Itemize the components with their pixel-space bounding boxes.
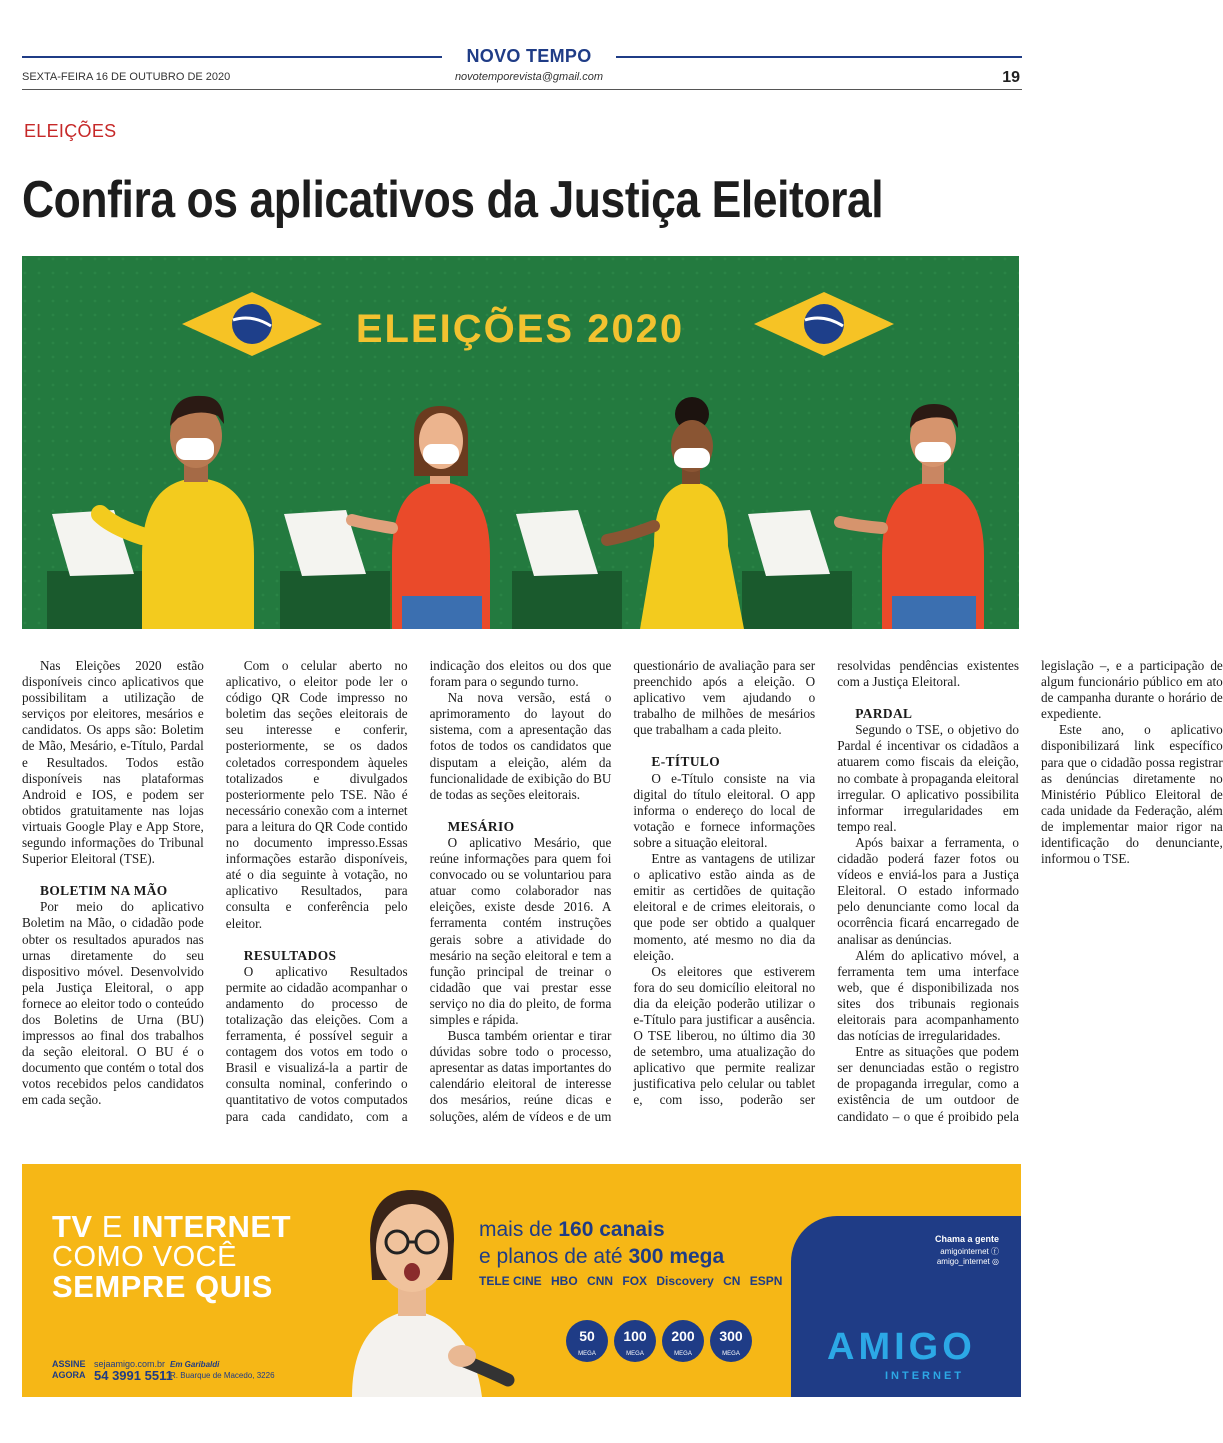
paragraph: Entre as vantagens de utilizar o aplicativo estão ainda as de emitir as certidões de quitação eleitoral e de crimes eleitorais, o que pode ser obtido a qualquer momento, até mesmo no dia da eleição. — [633, 851, 816, 963]
article-body — [22, 658, 1223, 1140]
paragraph: Busca também orientar e tirar dúvidas sobre todo o processo, apresentar as datas importantes do calendário eleitoral de interesse dos mesários, reúne dicas e soluções, além de vídeos e de um questionário de avaliação para ser preenchido após a eleição. O aplicativo vem ajudando o trabalho de milhões de mesários que trabalham a cada pleito. — [429, 658, 816, 1124]
paragraph: O e-Título consiste na via digital do título eleitoral. O app informa o endereço do local de votação e fornece informações sobre a situação eleitoral. — [633, 770, 816, 850]
ad-channel-logos — [479, 1274, 788, 1288]
paragraph: Por meio do aplicativo Boletim na Mão, o cidadão pode obter os resultados apurados nas urnas diretamente do seu dispositivo móvel. Desenvolvido pela Justiça Eleitoral, o app fornece ao eleitor todo o conteúdo dos Boletins de Urna (BU) impressos ao final dos trabalhos da seção eleitoral. O BU é o documento que contém o total dos votos recebidos pelos candidatos em cada seção. — [22, 899, 204, 1108]
subhead-pardal: PARDAL — [855, 706, 913, 722]
ad-brand-logo: AMIGO — [827, 1326, 976, 1368]
paragraph: Na nova versão, está o aprimoramento do layout do sistema, com a apresentação das fotos de todos os candidatos que disputam a eleição, além da funcionalidade de exibição do BU de todas as seções eleitorais. — [429, 690, 612, 802]
issue-date: SEXTA-FEIRA 16 DE OUTUBRO DE 2020 — [22, 71, 231, 83]
ad-phone: 54 3991 5511 — [94, 1368, 173, 1383]
ad-speed-badges — [566, 1320, 752, 1362]
speed-badge: 50 MEGA — [566, 1320, 608, 1362]
channel-logo: CNN — [587, 1274, 614, 1288]
header-rule — [22, 89, 1022, 90]
election-illustration — [22, 256, 1019, 629]
subhead-boletim: BOLETIM NA MÃO — [40, 883, 168, 899]
channel-logo: ESPN — [749, 1274, 783, 1288]
speed-badge: 200 MEGA — [662, 1320, 704, 1362]
ad-brand-sub: INTERNET — [885, 1370, 964, 1382]
advertisement[interactable] — [22, 1164, 1021, 1397]
channel-logo: FOX — [622, 1274, 648, 1288]
banner-title: ELEIÇÕES 2020 — [355, 307, 685, 351]
paragraph: Este ano, o aplicativo disponibilizará link específico para que o cidadão possa registrar as denúncias diretamente no Ministério Público Eleitoral de cada unidade da Federação, além de implementar maior rigor na identificação do denunciante, informou o TSE. — [1040, 722, 1223, 867]
ad-address: Em Garibaldi R. Buarque de Macedo, 3226 — [170, 1360, 275, 1380]
paragraph: Os eleitores que estiverem fora do seu domicílio eleitoral no dia da eleição poderão utilizar o e-Título para justificar a ausência. O TSE liberou, no último dia 30 de setembro, uma atualização do aplicativo que permite realizar justificativa pelo celular ou tablet e, com isso, poderão ser resolvidas pendências existentes com a Justiça Eleitoral. — [633, 658, 1019, 1108]
speed-badge: 100 MEGA — [614, 1320, 656, 1362]
subhead-mesario: MESÁRIO — [447, 818, 515, 834]
paragraph: Após baixar a ferramenta, o cidadão poderá fazer fotos ou vídeos e enviá-los para a Justiça Eleitoral. O estado informado pelo denunciante como local da ocorrência ficará encarregado de analisar as denúncias. — [837, 834, 1019, 947]
paragraph: O aplicativo Resultados permite ao cidadão acompanhar o andamento do processo de totalização das eleições. Com a ferramenta, é possível seguir a contagem dos votos em todo o Brasil e visualizá-la a partir de consulta nominal, conferindo o quantitativo de votos computados para cada candidato, com a indicação dos eleitos ou dos que foram para o segundo turno. — [225, 658, 612, 1124]
intro-paragraph: Nas Eleições 2020 estão disponíveis cinco aplicativos que possibilitam a utilização de serviços por eleitores, mesários e candidatos. Os apps são: Boletim de Mão, Mesário, e-Título, Pardal e Resultados. Todos estão disponíveis nas plataformas Android e IOS, e podem ser obtidos gratuitamente nas lojas virtuais Google Play e App Store, segundo informações do Tribunal Superior Eleitoral (TSE). — [22, 658, 204, 867]
speed-badge: 300 MEGA — [710, 1320, 752, 1362]
ad-brand-panel — [791, 1216, 1021, 1397]
ad-social: Chama a gente amigointernet ⓕ amigo_internet ◎ — [934, 1234, 999, 1266]
channel-logo: CN — [723, 1274, 741, 1288]
contact-email: novotemporevista@gmail.com — [454, 71, 604, 83]
channel-logo: TELE CINE — [479, 1274, 542, 1288]
headline: Confira os aplicativos da Justiça Eleitoral — [22, 171, 884, 229]
page-number: 19 — [1002, 69, 1020, 86]
ad-website: sejaamigo.com.br — [94, 1359, 166, 1369]
ad-offer: mais de 160 canais e planos de até 300 mega — [479, 1218, 725, 1268]
channel-logo: HBO — [551, 1274, 578, 1288]
paragraph: Segundo o TSE, o objetivo do Pardal é incentivar os cidadãos a atuarem como fiscais da eleição, no combate à propaganda eleitoral irregular. O aplicativo possibilita informar irregularidades em tempo real. — [837, 722, 1019, 834]
subhead-resultados: RESULTADOS — [243, 947, 337, 963]
ad-contact[interactable] — [94, 1358, 173, 1382]
paragraph: O aplicativo Mesário, que reúne informações para quem foi convocado ou se voluntariou para atuar como colaborador nas eleições, existe desde 2016. A ferramenta contém instruções gerais sobre a atividade do mesário na seção eleitoral e tem a função principal de treinar o cidadão que vai prestar esse serviço no dia do pleito, de forma simples e rápida. — [429, 834, 612, 1027]
facebook-icon: ⓕ — [991, 1247, 999, 1256]
paragraph: Entre as situações que podem ser denunciadas estão o registro de propaganda irregular, como a existência de um outdoor de candidato – o que é proibido pela legislação –, e a participação de algum funcionário público em ato de campanha durante o horário de expediente. — [837, 658, 1223, 1124]
channel-logo: Discovery — [656, 1274, 714, 1288]
paragraph: Além do aplicativo móvel, a ferramenta tem uma interface web, que é disponibilizada nos sites dos tribunais regionais eleitorais para acompanhamento das notícias de irregularidades. — [837, 947, 1019, 1044]
masthead: NOVO TEMPO — [466, 46, 592, 66]
section-label: ELEIÇÕES — [24, 121, 117, 141]
subhead-etitulo: E-TÍTULO — [651, 754, 721, 770]
ad-headline: TV E INTERNET COMO VOCÊ SEMPRE QUIS — [52, 1209, 292, 1304]
instagram-icon: ◎ — [992, 1257, 999, 1266]
paragraph: Com o celular aberto no aplicativo, o eleitor pode ler o código QR Code impresso no boletim das seções eleitorais de seu interesse e conferir, posteriormente, se os dados coletados correspondem àqueles totalizados e divulgados posteriormente pelo TSE. Não é necessário conexão com a internet para a leitura do QR Code contido no documento impresso.Essas informações estarão disponíveis, até o dia seguinte à votação, no aplicativo Resultados, para consulta e conferência pelo eleitor. — [225, 658, 408, 931]
ad-assine: ASSINE AGORA — [52, 1359, 86, 1380]
